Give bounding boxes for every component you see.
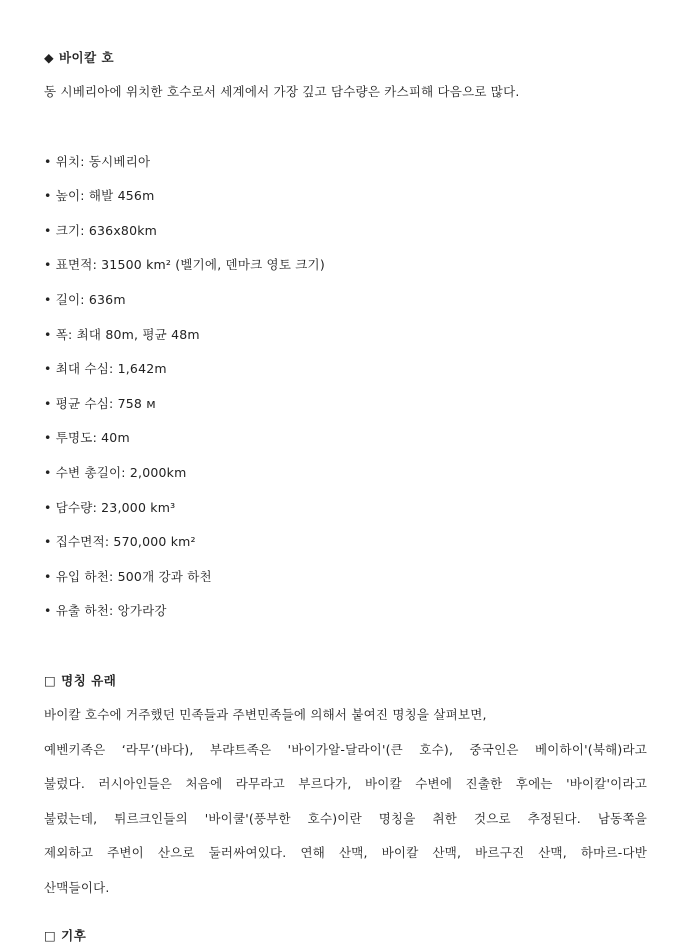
- section-heading-baikal: ◆ 바이칼 호: [44, 50, 115, 65]
- paragraph-line: 제외하고 주변이 산으로 둘러싸여있다. 연해 산맥, 바이칼 산맥, 바르구진 산맥, 하마르-다반: [44, 845, 647, 860]
- list-item: • 집수면적: 570,000 km²: [44, 534, 196, 549]
- list-item: • 투명도: 40m: [44, 430, 130, 445]
- paragraph-line: 불렀는데, 튀르크인들의 '바이쿨'(풍부한 호수)이란 명칭을 취한 것으로 추정된다. 남동쪽을: [44, 811, 647, 826]
- list-item: • 크기: 636x80km: [44, 223, 158, 238]
- list-item: • 길이: 636m: [44, 292, 126, 307]
- paragraph-line: 산맥들이다.: [44, 880, 110, 895]
- list-item: • 최대 수심: 1,642m: [44, 361, 167, 376]
- list-item: • 담수량: 23,000 km³: [44, 500, 176, 515]
- list-item: • 유입 하천: 500개 강과 하천: [44, 569, 212, 584]
- section-heading-name-origin: □ 명칭 유래: [44, 673, 117, 688]
- list-item: • 평균 수심: 758 м: [44, 396, 156, 411]
- list-item: • 높이: 해발 456m: [44, 188, 155, 203]
- list-item: • 수변 총길이: 2,000km: [44, 465, 187, 480]
- paragraph-line: 바이칼 호수에 거주했던 민족들과 주변민족들에 의해서 붙여진 명칭을 살펴보면,: [44, 707, 487, 722]
- section-heading-climate: □ 기후: [44, 928, 87, 943]
- list-item: • 폭: 최대 80m, 평균 48m: [44, 327, 200, 342]
- list-item: • 유출 하천: 앙가라강: [44, 603, 167, 618]
- list-item: • 위치: 동시베리아: [44, 154, 151, 169]
- list-item: • 표면적: 31500 km² (벨기에, 덴마크 영토 크기): [44, 257, 325, 272]
- paragraph-line: 예벤키족은 ‘라무’(바다), 부랴트족은 '바이가알-달라이'(큰 호수), 중국인은 베이하이'(북해)라고: [44, 742, 647, 757]
- paragraph-line: 불렀다. 러시아인들은 처음에 라무라고 부르다가, 바이칼 수변에 진출한 후에는 '바이칼'이라고: [44, 776, 647, 791]
- intro-paragraph: 동 시베리아에 위치한 호수로서 세계에서 가장 깊고 담수량은 카스피해 다음으로 많다.: [44, 84, 520, 99]
